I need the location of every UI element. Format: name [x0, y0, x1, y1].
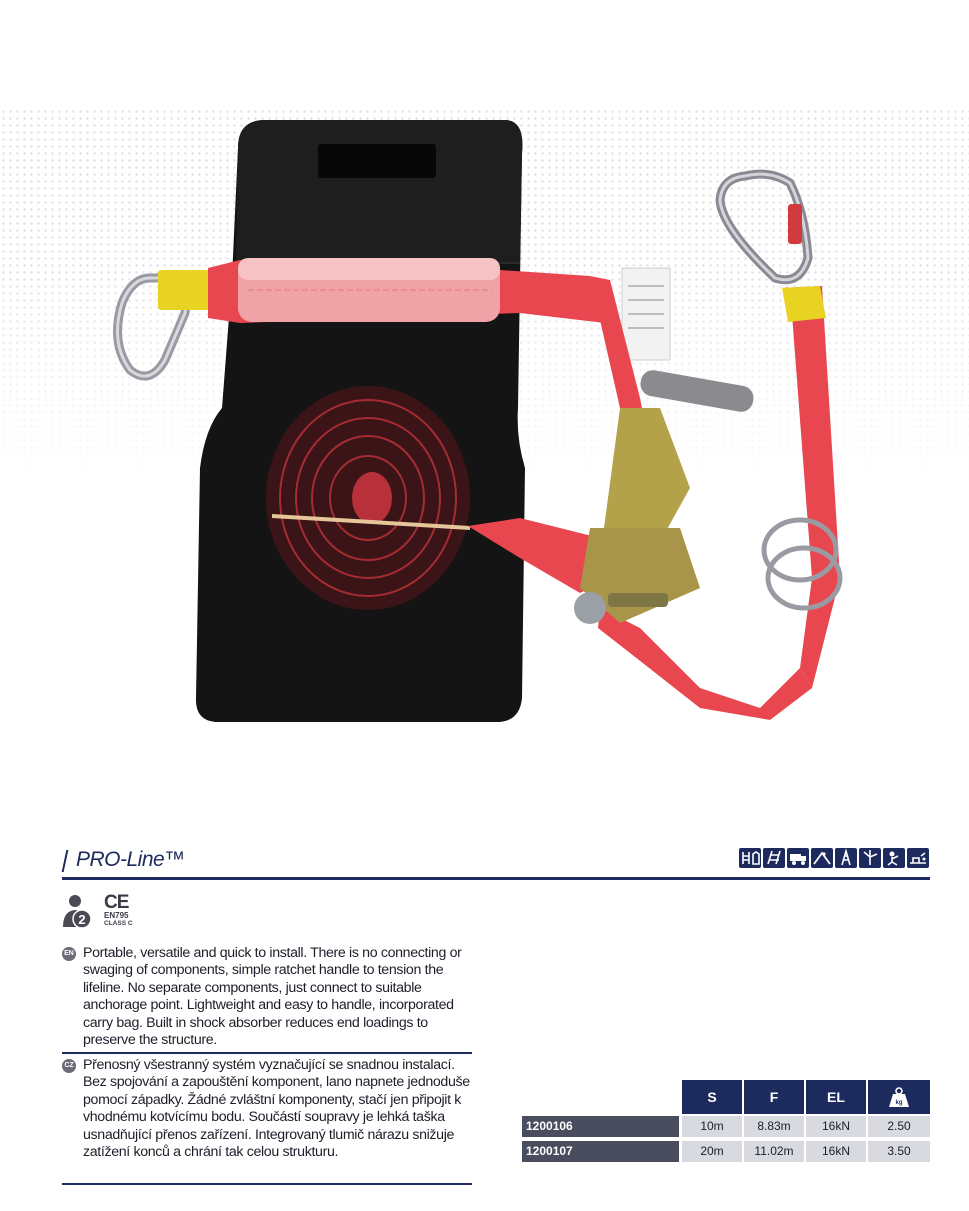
cell-weight: 2.50 — [868, 1116, 930, 1137]
description-divider — [62, 1052, 472, 1054]
cell-s: 20m — [682, 1141, 742, 1162]
cell-s: 10m — [682, 1116, 742, 1137]
cell-f: 8.83m — [744, 1116, 804, 1137]
cert-standard: EN795 — [104, 911, 129, 920]
construction-icon — [907, 848, 929, 868]
row-code: 1200107 — [522, 1141, 679, 1162]
windmill-icon — [859, 848, 881, 868]
ladder-icon — [763, 848, 785, 868]
product-photo — [0, 108, 969, 748]
application-icons — [739, 848, 929, 868]
description-text-cz: Přenosný všestranný systém vyznačující se snadnou instalací. Bez spojování a zapouštění komponent, lano napnete jednoduše pomocí západky. Žádné zvláštní komponenty, stačí jen připojit k vhodnému kotvícímu bodu. Součástí soupravy je lehká taška usnadňující přenos zařízení. Integrovaný tlumič nárazu snižuje zatížení konců a chrání tak celou strukturu. — [83, 1057, 470, 1161]
description-text-en: Portable, versatile and quick to install. There is no connecting or swaging of components, simple ratchet handle to tension the lifeline. No separate components, just connect to suitable anchorage point. Lightweight and easy to handle, incorporated carry bag. Built in shock absorber reduces end loadings to preserve the structure. — [83, 945, 462, 1049]
roof-icon — [811, 848, 833, 868]
row-code: 1200106 — [522, 1116, 679, 1137]
title-divider — [62, 877, 930, 880]
coiled-webbing — [266, 386, 470, 610]
strap-lower-loop — [598, 608, 812, 720]
product-title: PRO-Line™ — [76, 848, 185, 871]
shock-absorber — [208, 258, 605, 323]
cell-weight: 3.50 — [868, 1141, 930, 1162]
velcro-patch — [318, 144, 436, 178]
right-carabiner — [720, 174, 808, 280]
title-slash — [62, 850, 69, 872]
right-yellow-sleeve — [782, 286, 826, 322]
tower-icon — [835, 848, 857, 868]
cz-language-badge: CZ — [62, 1059, 76, 1073]
cert-class: CLASS C — [104, 920, 133, 927]
weight-kg-icon — [886, 1087, 912, 1109]
svg-text:kg: kg — [895, 1100, 903, 1107]
ce-mark: CE — [104, 892, 129, 913]
cell-el: 16kN — [806, 1141, 866, 1162]
en-language-badge: EN — [62, 947, 76, 961]
left-yellow-sleeve — [158, 270, 210, 310]
scaffold-icon — [739, 848, 761, 868]
ratchet-tensioner — [574, 368, 755, 624]
worker-icon — [883, 848, 905, 868]
description-bottom-divider — [62, 1183, 472, 1185]
product-tag — [622, 268, 670, 360]
header-f: F — [744, 1080, 804, 1114]
user-class-number: 2 — [78, 912, 86, 927]
truck-icon — [787, 848, 809, 868]
left-carabiner — [118, 270, 211, 376]
header-el: EL — [806, 1080, 866, 1114]
header-s: S — [682, 1080, 742, 1114]
cell-f: 11.02m — [744, 1141, 804, 1162]
strap-right — [780, 286, 840, 688]
user-class-icon — [62, 893, 94, 929]
header-weight — [868, 1080, 930, 1114]
cell-el: 16kN — [806, 1116, 866, 1137]
